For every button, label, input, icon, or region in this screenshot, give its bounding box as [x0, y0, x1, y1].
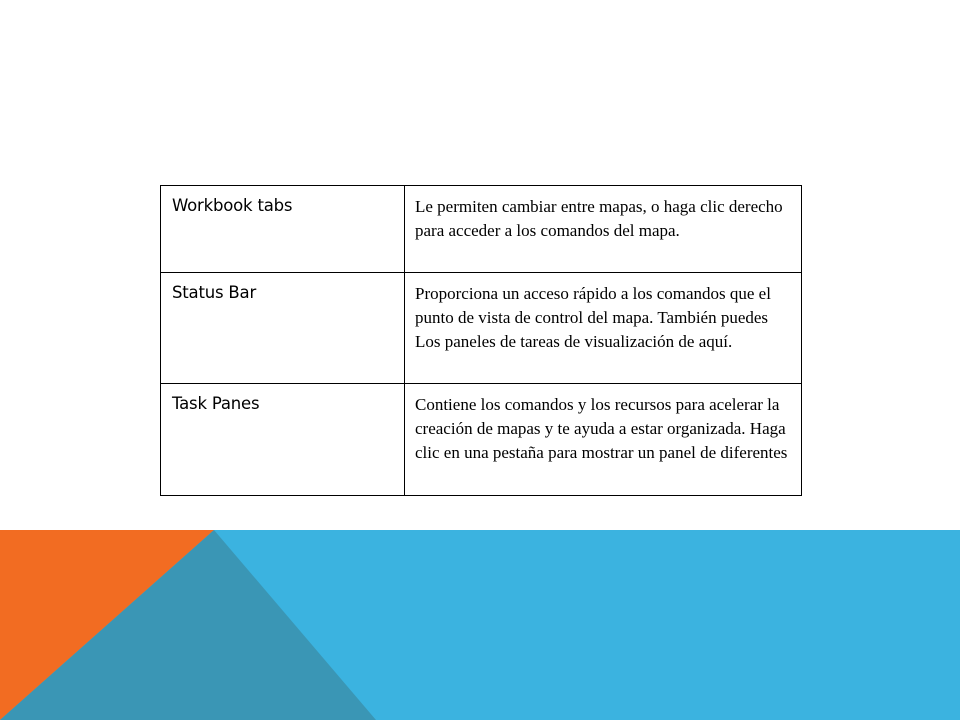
- term-cell: Workbook tabs: [161, 186, 405, 273]
- term-cell: Task Panes: [161, 384, 405, 496]
- term-cell: Status Bar: [161, 273, 405, 384]
- table-row: [161, 384, 802, 496]
- description-cell: Contiene los comandos y los recursos para acelerar la creación de mapas y te ayuda a estar organizada. Haga clic en una pestaña para mostrar un panel de diferentes: [405, 384, 802, 496]
- footer-decorative-band: [0, 530, 960, 720]
- description-cell: Le permiten cambiar entre mapas, o haga clic derecho para acceder a los comandos del mapa.: [405, 186, 802, 273]
- description-cell: Proporciona un acceso rápido a los comandos que el punto de vista de control del mapa. También puedes Los paneles de tareas de visualización de aquí.: [405, 273, 802, 384]
- footer-shapes: [0, 530, 960, 720]
- table-row: [161, 273, 802, 384]
- table-row: [161, 186, 802, 273]
- features-table: [160, 185, 802, 496]
